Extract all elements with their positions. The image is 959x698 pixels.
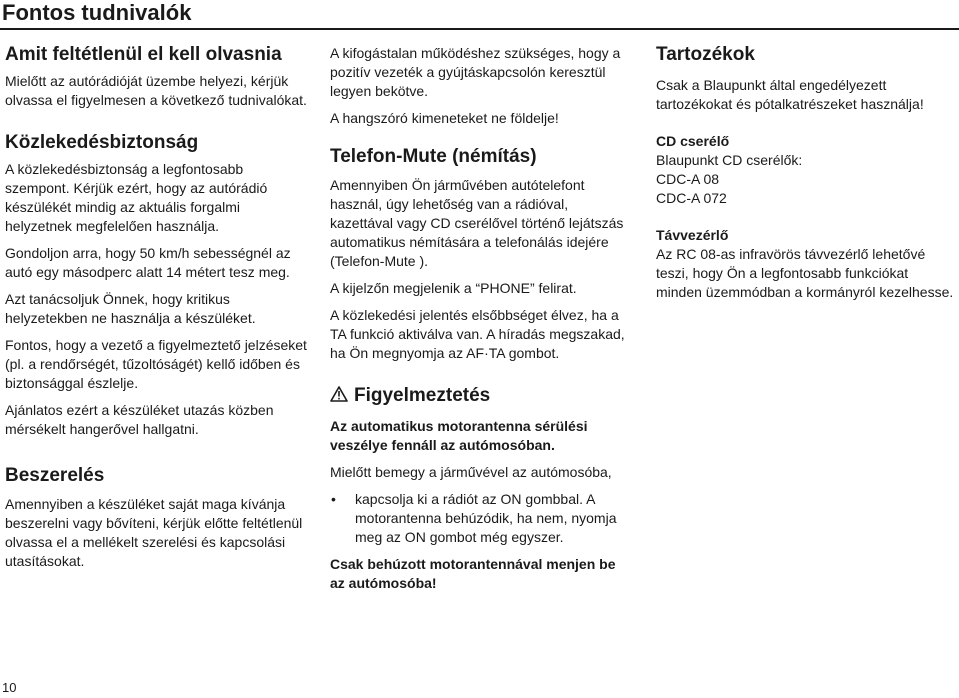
column-2 (330, 44, 630, 601)
paragraph-traffic-3: Azt tanácsoljuk Önnek, hogy kritikus helyzetekben ne használja a készüléket. (5, 291, 256, 326)
paragraph-installation-2: A kifogástalan működéshez szükséges, hogy a pozitív vezeték a gyújtáskapcsolón keresztül legyen bekötve. (330, 45, 621, 99)
paragraph-accessories: Csak a Blaupunkt által engedélyezett tartozékokat és pótalkatrészeket használja! (656, 77, 924, 112)
heading-remote: Távvezérlő (656, 227, 729, 243)
warning-list (330, 490, 630, 547)
bullet: • (331, 491, 336, 507)
list-item-text: kapcsolja ki a rádiót az ON gombbal. A motorantenna behúzódik, ha nem, nyomja meg az ON gombot még egyszer. (355, 491, 617, 545)
list-item (331, 490, 630, 547)
page-number: 10 (2, 680, 17, 695)
column-3 (656, 44, 956, 310)
paragraph-traffic-5: Ajánlatos ezért a készüléket utazás közben mérsékelt hangerővel hallgatni. (5, 402, 274, 437)
paragraph-phone-2: A kijelzőn megjelenik a “PHONE” felirat. (330, 280, 577, 296)
heading-traffic-safety: Közlekedésbiztonság (5, 132, 199, 153)
paragraph-installation-3: A hangszóró kimeneteket ne földelje! (330, 110, 559, 126)
heading-installation: Beszerelés (5, 465, 105, 486)
column-1 (5, 44, 307, 579)
heading-cd-changer: CD cserélő (656, 133, 730, 149)
warning-icon (330, 386, 348, 402)
heading-accessories: Tartozékok (656, 44, 755, 65)
paragraph-phone-1: Amennyiben Ön járművében autótelefont használ, úgy lehetőség van a rádióval, kazettával vagy CD cserélővel történő lejátszás automatikus némítására a telefonálás idejére (Telefon-Mute ). (330, 177, 624, 269)
paragraph-warning-1: Mielőtt bemegy a járművével az autómosóba, (330, 464, 612, 480)
page-title: Fontos tudnivalók (0, 0, 959, 30)
paragraph-warning-end: Csak behúzott motorantennával menjen be az autómosóba! (330, 556, 616, 591)
paragraph-traffic-2: Gondoljon arra, hogy 50 km/h sebességnél az autó egy másodperc alatt 14 métert tesz meg. (5, 245, 291, 280)
paragraph-traffic-1: A közlekedésbiztonság a legfontosabb szempont. Kérjük ezért, hogy az autórádió készülékét mindig az aktuális forgalmi helyzetnek megfelelően használja. (5, 161, 268, 234)
paragraph-remote: Az RC 08-as infravörös távvezérlő lehetővé teszi, hogy Ön a legfontosabb funkciókat minden üzemmódban a kormányról kezelhesse. (656, 246, 954, 300)
heading-warning-label: Figyelmeztetés (354, 385, 491, 406)
paragraph-cd-2: CDC-A 08 (656, 171, 720, 187)
paragraph-warning-bold: Az automatikus motorantenna sérülési veszélye fennáll az autómosóban. (330, 418, 588, 453)
paragraph-must-read: Mielőtt az autórádióját üzembe helyezi, kérjük olvassa el figyelmesen a következő tudnivalókat. (5, 73, 307, 108)
paragraph-traffic-4: Fontos, hogy a vezető a figyelmeztető jelzéseket (pl. a rendőrségét, tűzoltóságét) kellő időben és biztonsággal észlelje. (5, 337, 307, 391)
paragraph-cd-1: Blaupunkt CD cserélők: (656, 152, 803, 168)
paragraph-phone-3: A közlekedési jelentés elsőbbséget élvez, ha a TA funkció aktiválva van. A híradás megszakad, ha Ön megnyomja az AF·TA gombot. (330, 307, 625, 361)
paragraph-installation: Amennyiben a készüléket saját maga kívánja beszerelni vagy bővíteni, kérjük előtte feltétlenül olvassa el a mellékelt szerelési és kapcsolási utasításokat. (5, 496, 303, 569)
heading-warning (330, 385, 630, 407)
paragraph-cd-3: CDC-A 072 (656, 190, 727, 206)
heading-phone-mute: Telefon-Mute (némítás) (330, 146, 537, 167)
heading-must-read: Amit feltétlenül el kell olvasnia (5, 44, 282, 65)
